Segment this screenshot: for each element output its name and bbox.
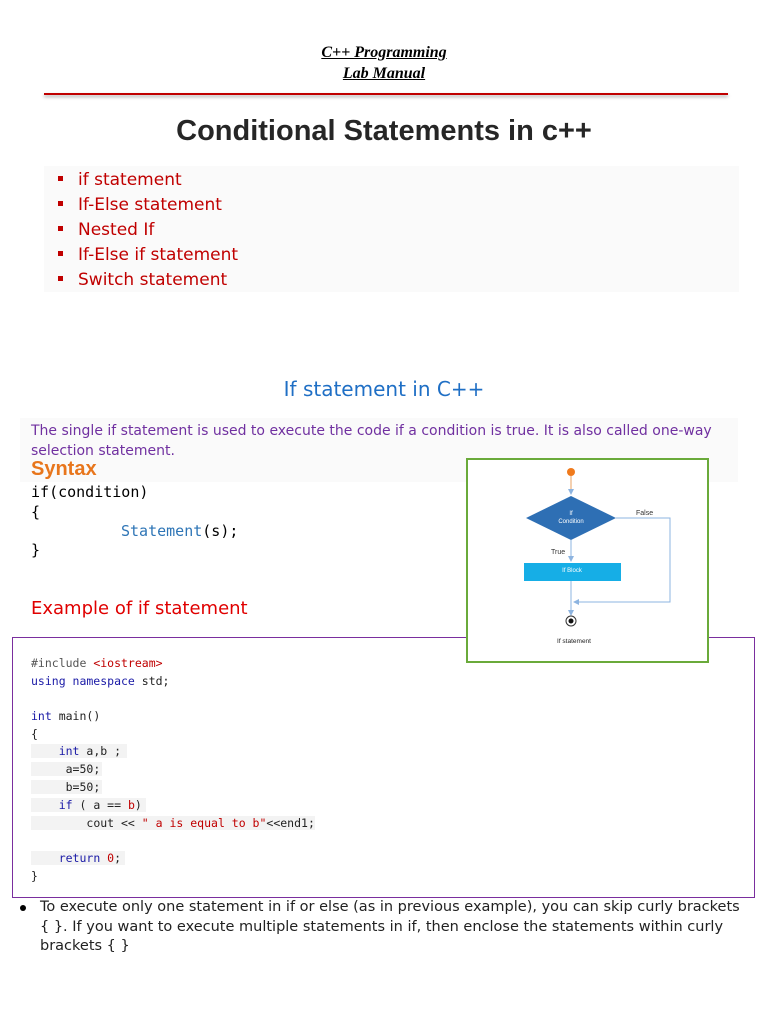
- code-line-open-brace: {: [31, 727, 38, 741]
- code-line-return: [31, 851, 125, 865]
- decision-label: If: [569, 511, 573, 517]
- topic-item: If-Else statement: [56, 193, 238, 218]
- curly-brackets-note: [20, 898, 740, 957]
- code-header-name: <iostream>: [93, 656, 163, 670]
- syntax-condition: (condition): [49, 483, 149, 501]
- note-text: To execute only one statement in if or else (as in previous example), you can skip curly brackets { }. If you want to execute multiple statements in if, then enclose the statements within curly brackets { }: [40, 899, 740, 954]
- header-divider: [44, 93, 728, 95]
- code-text: ;: [114, 851, 122, 865]
- code-text: b=50;: [65, 780, 101, 794]
- if-keyword: if: [31, 483, 50, 501]
- code-line-assign-a: [31, 762, 102, 776]
- topics-list: [56, 168, 238, 293]
- page-title: Conditional Statements in c++: [176, 115, 592, 147]
- code-variable: b: [127, 798, 135, 812]
- syntax-statement-name: Statement: [121, 522, 203, 540]
- code-text: std;: [134, 674, 170, 688]
- code-preprocessor: #include: [31, 656, 94, 670]
- syntax-close-brace: }: [31, 541, 41, 559]
- code-line-if: [31, 798, 146, 812]
- manual-course-title: C++ Programming: [321, 44, 447, 61]
- code-text: ( a ==: [72, 798, 128, 812]
- example-heading: Example of if statement: [31, 598, 248, 619]
- code-line-include: [31, 656, 163, 670]
- code-text: ): [134, 798, 142, 812]
- start-node: [567, 468, 575, 476]
- syntax-statement-line: [121, 522, 238, 540]
- syntax-statement-rest: (s);: [202, 522, 239, 540]
- code-text: <<end1;: [266, 816, 315, 830]
- code-line-close-brace: }: [31, 869, 38, 883]
- syntax-open-brace: {: [31, 503, 41, 521]
- true-label: True: [551, 549, 566, 556]
- code-keyword: return: [58, 851, 101, 865]
- flowchart-caption: If statement: [557, 638, 591, 645]
- code-keyword: int: [58, 744, 80, 758]
- if-block-label: If Block: [562, 568, 582, 574]
- decision-diamond: [526, 496, 616, 540]
- topic-item: if statement: [56, 168, 238, 193]
- code-number: 0: [100, 851, 115, 865]
- end-node-dot: [569, 619, 574, 624]
- topic-item: Nested If: [56, 218, 238, 243]
- code-line-main: [31, 709, 100, 723]
- syntax-line-if: [31, 483, 148, 501]
- code-keyword: int: [31, 709, 52, 723]
- bullet-dot: [20, 905, 26, 911]
- code-text: cout <<: [86, 816, 142, 830]
- syntax-label: Syntax: [31, 458, 97, 480]
- intro-text: The single if statement is used to execute the code if a condition is true. It is also called one-way selection statement.: [31, 423, 712, 459]
- code-text: a=50;: [58, 762, 101, 776]
- code-keyword: using namespace: [31, 674, 135, 688]
- section-heading: If statement in C++: [283, 377, 485, 401]
- code-line-using: [31, 674, 169, 688]
- false-label: False: [636, 510, 654, 517]
- code-line-assign-b: [31, 780, 102, 794]
- code-line-cout: [31, 816, 315, 830]
- manual-subtitle: Lab Manual: [342, 65, 426, 82]
- code-keyword: if: [58, 798, 73, 812]
- topic-item: If-Else if statement: [56, 243, 238, 268]
- decision-label: Condition: [558, 519, 584, 525]
- code-line-declare: [31, 744, 127, 758]
- topic-item: Switch statement: [56, 268, 238, 293]
- code-string: " a is equal to b": [141, 816, 267, 830]
- if-flowchart: [468, 460, 707, 661]
- code-text: a,b ;: [79, 744, 122, 758]
- flowchart-frame: [466, 458, 709, 663]
- code-text: main(): [51, 709, 101, 723]
